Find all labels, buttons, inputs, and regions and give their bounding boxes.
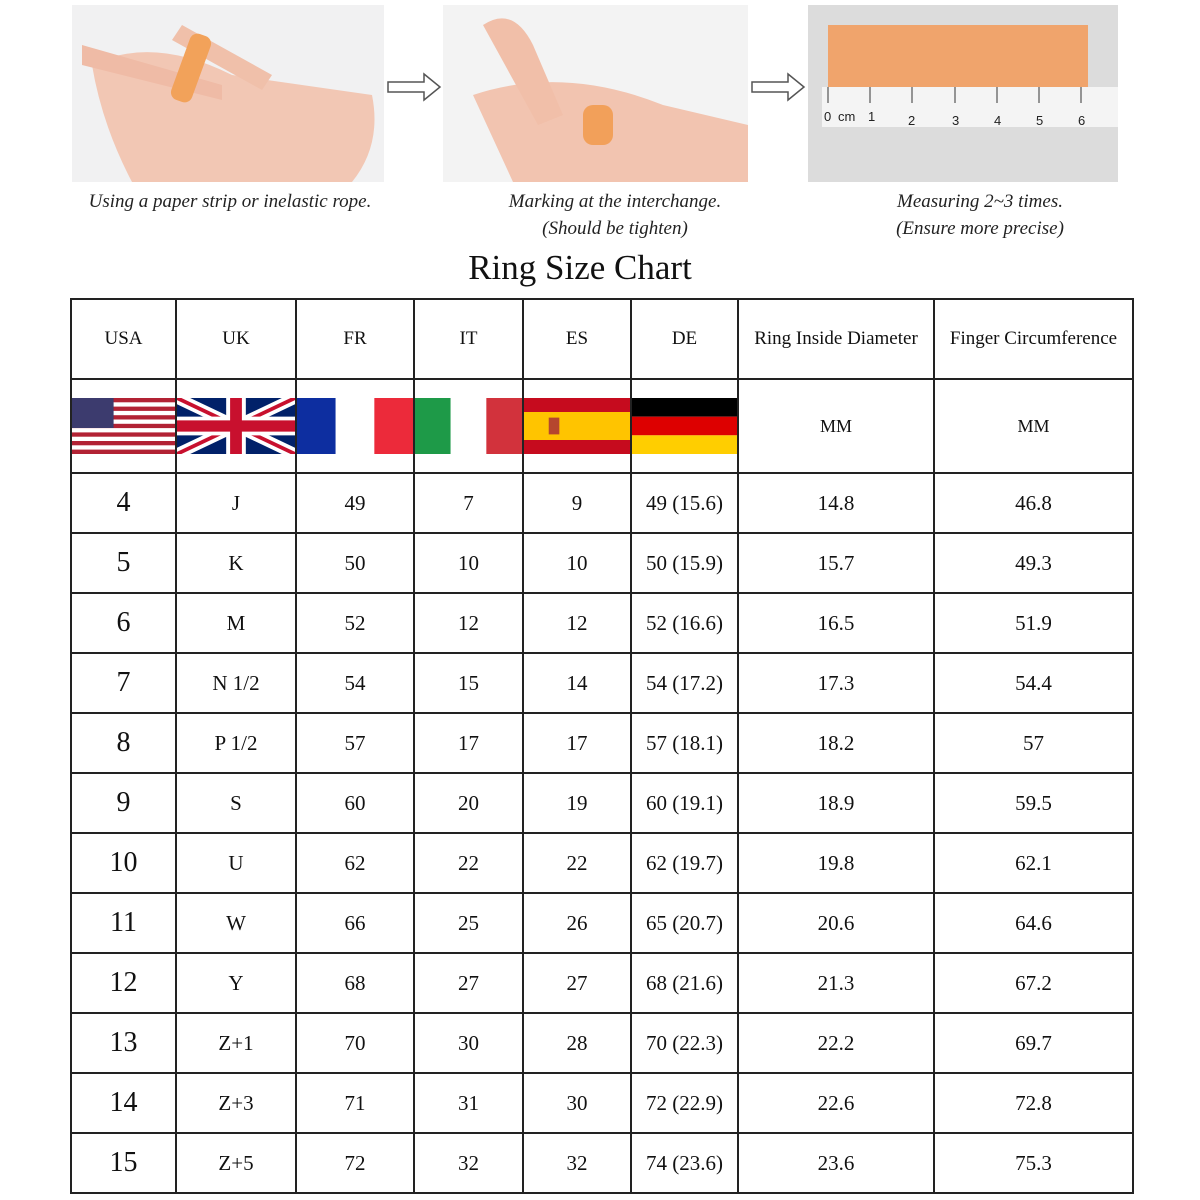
cell-circumference: 64.6 <box>934 893 1133 953</box>
cell-circumference: 57 <box>934 713 1133 773</box>
cell-it: 17 <box>414 713 523 773</box>
cell-circumference: 46.8 <box>934 473 1133 533</box>
step2-caption <box>440 188 790 242</box>
cell-it: 7 <box>414 473 523 533</box>
cell-uk: K <box>176 533 296 593</box>
cell-usa: 9 <box>71 773 176 833</box>
cell-de: 68 (21.6) <box>631 953 738 1013</box>
cell-diameter: 16.5 <box>738 593 934 653</box>
cell-diameter: 14.8 <box>738 473 934 533</box>
cell-de: 49 (15.6) <box>631 473 738 533</box>
cell-circumference: 49.3 <box>934 533 1133 593</box>
cell-circumference: 51.9 <box>934 593 1133 653</box>
cell-es: 28 <box>523 1013 631 1073</box>
cell-diameter: 23.6 <box>738 1133 934 1193</box>
cell-circumference: 59.5 <box>934 773 1133 833</box>
cell-usa: 11 <box>71 893 176 953</box>
cell-es: 27 <box>523 953 631 1013</box>
italy-flag-icon <box>414 379 523 473</box>
cell-diameter: 21.3 <box>738 953 934 1013</box>
header-usa: USA <box>71 299 176 379</box>
header-es: ES <box>523 299 631 379</box>
cell-de: 57 (18.1) <box>631 713 738 773</box>
cell-fr: 49 <box>296 473 414 533</box>
caption-line: Measuring 2~3 times. <box>897 191 1063 212</box>
cell-fr: 60 <box>296 773 414 833</box>
cell-es: 26 <box>523 893 631 953</box>
cell-diameter: 18.9 <box>738 773 934 833</box>
svg-text:1: 1 <box>868 109 876 124</box>
table-row <box>71 833 1133 893</box>
cell-fr: 70 <box>296 1013 414 1073</box>
cell-uk: W <box>176 893 296 953</box>
cell-de: 72 (22.9) <box>631 1073 738 1133</box>
cell-diameter: 22.2 <box>738 1013 934 1073</box>
cell-usa: 4 <box>71 473 176 533</box>
cell-uk: S <box>176 773 296 833</box>
svg-text:2: 2 <box>908 113 916 128</box>
arrow-right-icon <box>750 72 806 102</box>
caption-line: Marking at the interchange. <box>508 191 722 212</box>
cell-de: 54 (17.2) <box>631 653 738 713</box>
cell-uk: Y <box>176 953 296 1013</box>
cell-es: 14 <box>523 653 631 713</box>
cell-it: 30 <box>414 1013 523 1073</box>
cell-fr: 52 <box>296 593 414 653</box>
cell-it: 31 <box>414 1073 523 1133</box>
cell-es: 22 <box>523 833 631 893</box>
header-row <box>71 299 1133 379</box>
header-finger-circumference: Finger Circumference <box>934 299 1133 379</box>
cell-fr: 68 <box>296 953 414 1013</box>
header-uk: UK <box>176 299 296 379</box>
cell-it: 22 <box>414 833 523 893</box>
spain-flag-icon <box>523 379 631 473</box>
cell-de: 62 (19.7) <box>631 833 738 893</box>
table-row <box>71 533 1133 593</box>
caption-line: (Should be tighten) <box>542 218 688 239</box>
header-it: IT <box>414 299 523 379</box>
step3-caption <box>810 188 1150 242</box>
step1-photo-hand-with-paper-strip <box>72 5 384 182</box>
svg-text:3: 3 <box>952 113 960 128</box>
ring-size-table <box>70 298 1134 1194</box>
us-flag-icon <box>71 379 176 473</box>
cell-usa: 12 <box>71 953 176 1013</box>
cell-de: 52 (16.6) <box>631 593 738 653</box>
cell-usa: 14 <box>71 1073 176 1133</box>
cell-uk: Z+1 <box>176 1013 296 1073</box>
cell-usa: 13 <box>71 1013 176 1073</box>
step2-photo-marking-strip <box>443 5 748 182</box>
cell-es: 9 <box>523 473 631 533</box>
cell-uk: M <box>176 593 296 653</box>
cell-it: 12 <box>414 593 523 653</box>
chart-title: Ring Size Chart <box>468 248 692 287</box>
cell-de: 50 (15.9) <box>631 533 738 593</box>
table-row <box>71 953 1133 1013</box>
caption-line: (Ensure more precise) <box>896 218 1064 239</box>
cell-usa: 5 <box>71 533 176 593</box>
cell-circumference: 69.7 <box>934 1013 1133 1073</box>
cell-es: 30 <box>523 1073 631 1133</box>
cell-uk: Z+5 <box>176 1133 296 1193</box>
uk-flag-icon <box>176 379 296 473</box>
step3-photo-measuring-ruler <box>808 5 1118 182</box>
cell-diameter: 15.7 <box>738 533 934 593</box>
cell-circumference: 54.4 <box>934 653 1133 713</box>
svg-text:6: 6 <box>1078 113 1086 128</box>
cell-de: 70 (22.3) <box>631 1013 738 1073</box>
flag-row <box>71 379 1133 473</box>
germany-flag-icon <box>631 379 738 473</box>
header-de: DE <box>631 299 738 379</box>
cell-usa: 8 <box>71 713 176 773</box>
cell-fr: 71 <box>296 1073 414 1133</box>
cell-diameter: 20.6 <box>738 893 934 953</box>
table-row <box>71 893 1133 953</box>
step1-caption <box>60 188 400 215</box>
cell-fr: 72 <box>296 1133 414 1193</box>
table-row <box>71 773 1133 833</box>
cell-uk: U <box>176 833 296 893</box>
table-row <box>71 1073 1133 1133</box>
cell-fr: 66 <box>296 893 414 953</box>
cell-circumference: 75.3 <box>934 1133 1133 1193</box>
cell-de: 65 (20.7) <box>631 893 738 953</box>
cell-es: 12 <box>523 593 631 653</box>
cell-usa: 7 <box>71 653 176 713</box>
cell-es: 17 <box>523 713 631 773</box>
header-ring-inside-diameter: Ring Inside Diameter <box>738 299 934 379</box>
table-row <box>71 713 1133 773</box>
cell-diameter: 18.2 <box>738 713 934 773</box>
cell-es: 32 <box>523 1133 631 1193</box>
cell-fr: 50 <box>296 533 414 593</box>
cell-it: 15 <box>414 653 523 713</box>
cell-uk: P 1/2 <box>176 713 296 773</box>
cell-diameter: 17.3 <box>738 653 934 713</box>
table-row <box>71 653 1133 713</box>
cell-de: 74 (23.6) <box>631 1133 738 1193</box>
cell-diameter: 22.6 <box>738 1073 934 1133</box>
cell-it: 32 <box>414 1133 523 1193</box>
cell-usa: 6 <box>71 593 176 653</box>
svg-text:0: 0 <box>824 109 832 124</box>
table-row <box>71 593 1133 653</box>
diameter-unit: MM <box>738 379 934 473</box>
table-row <box>71 1013 1133 1073</box>
cell-es: 10 <box>523 533 631 593</box>
france-flag-icon <box>296 379 414 473</box>
cell-it: 20 <box>414 773 523 833</box>
circumference-unit: MM <box>934 379 1133 473</box>
cell-circumference: 62.1 <box>934 833 1133 893</box>
cell-fr: 62 <box>296 833 414 893</box>
table-row <box>71 473 1133 533</box>
svg-text:cm: cm <box>838 109 856 124</box>
cell-usa: 15 <box>71 1133 176 1193</box>
cell-it: 10 <box>414 533 523 593</box>
cell-usa: 10 <box>71 833 176 893</box>
cell-uk: J <box>176 473 296 533</box>
cell-circumference: 72.8 <box>934 1073 1133 1133</box>
svg-text:5: 5 <box>1036 113 1044 128</box>
cell-circumference: 67.2 <box>934 953 1133 1013</box>
arrow-right-icon <box>386 72 442 102</box>
caption-line: Using a paper strip or inelastic rope. <box>88 191 372 212</box>
cell-fr: 57 <box>296 713 414 773</box>
cell-uk: Z+3 <box>176 1073 296 1133</box>
svg-text:4: 4 <box>994 113 1002 128</box>
cell-diameter: 19.8 <box>738 833 934 893</box>
cell-es: 19 <box>523 773 631 833</box>
cell-it: 25 <box>414 893 523 953</box>
cell-uk: N 1/2 <box>176 653 296 713</box>
cell-it: 27 <box>414 953 523 1013</box>
header-fr: FR <box>296 299 414 379</box>
cell-de: 60 (19.1) <box>631 773 738 833</box>
cell-fr: 54 <box>296 653 414 713</box>
table-row <box>71 1133 1133 1193</box>
